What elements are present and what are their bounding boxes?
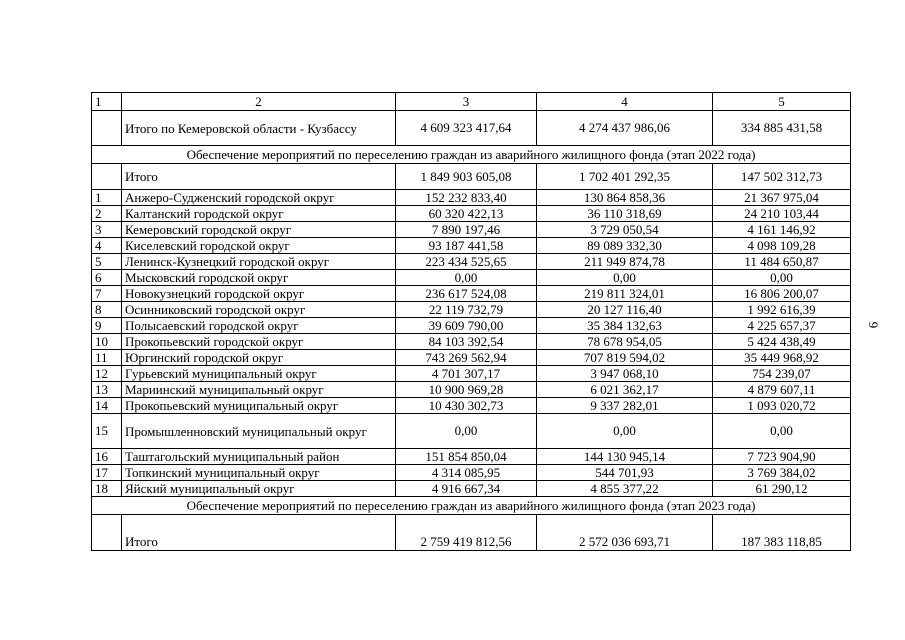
row-name: Гурьевский муниципальный округ — [122, 366, 396, 382]
row-col5: 4 161 146,92 — [713, 222, 851, 238]
region-total-number — [92, 111, 122, 146]
section-2023-total-col3: 2 759 419 812,56 — [396, 515, 537, 551]
row-col4: 9 337 282,01 — [537, 398, 713, 414]
row-col5: 1 093 020,72 — [713, 398, 851, 414]
row-col3: 0,00 — [396, 270, 537, 286]
row-number: 2 — [92, 206, 122, 222]
section-2022-total-col5: 147 502 312,73 — [713, 164, 851, 190]
row-name: Яйский муниципальный округ — [122, 481, 396, 497]
region-total-col5: 334 885 431,58 — [713, 111, 851, 146]
row-name: Топкинский муниципальный округ — [122, 465, 396, 481]
table-row — [92, 449, 851, 465]
row-col4: 707 819 594,02 — [537, 350, 713, 366]
row-name: Прокопьевский городской округ — [122, 334, 396, 350]
table-row — [92, 318, 851, 334]
row-name: Анжеро-Судженский городской округ — [122, 190, 396, 206]
table-row — [92, 222, 851, 238]
section-2022-total-name: Итого — [122, 164, 396, 190]
row-name: Мариинский муниципальный округ — [122, 382, 396, 398]
region-total-col4: 4 274 437 986,06 — [537, 111, 713, 146]
table-body — [92, 93, 851, 551]
row-name: Калтанский городской округ — [122, 206, 396, 222]
table-row — [92, 398, 851, 414]
row-number: 1 — [92, 190, 122, 206]
row-col3: 236 617 524,08 — [396, 286, 537, 302]
table-row — [92, 238, 851, 254]
table-row — [92, 334, 851, 350]
region-total-row — [92, 111, 851, 146]
section-2023-total-number — [92, 515, 122, 551]
section-2022-total-number — [92, 164, 122, 190]
table-row — [92, 270, 851, 286]
row-col5: 4 879 607,11 — [713, 382, 851, 398]
row-number: 10 — [92, 334, 122, 350]
header-cell-1: 1 — [92, 93, 122, 111]
table-row — [92, 465, 851, 481]
row-name: Осинниковский городской округ — [122, 302, 396, 318]
section-2022-header — [92, 146, 851, 164]
row-name: Прокопьевский муниципальный округ — [122, 398, 396, 414]
row-col4: 20 127 116,40 — [537, 302, 713, 318]
row-col3: 84 103 392,54 — [396, 334, 537, 350]
row-number: 18 — [92, 481, 122, 497]
row-number: 9 — [92, 318, 122, 334]
row-col3: 10 900 969,28 — [396, 382, 537, 398]
row-col5: 5 424 438,49 — [713, 334, 851, 350]
header-cell-5: 5 — [713, 93, 851, 111]
row-col4: 211 949 874,78 — [537, 254, 713, 270]
row-col3: 39 609 790,00 — [396, 318, 537, 334]
funding-table — [91, 92, 851, 551]
row-col5: 0,00 — [713, 270, 851, 286]
row-number: 8 — [92, 302, 122, 318]
table-row — [92, 481, 851, 497]
row-col5: 3 769 384,02 — [713, 465, 851, 481]
row-name: Киселевский городской округ — [122, 238, 396, 254]
row-col3: 93 187 441,58 — [396, 238, 537, 254]
row-col3: 22 119 732,79 — [396, 302, 537, 318]
row-name: Кемеровский городской округ — [122, 222, 396, 238]
section-2023-total-col5: 187 383 118,85 — [713, 515, 851, 551]
section-2023-header — [92, 497, 851, 515]
section-2022-total-row — [92, 164, 851, 190]
section-2022-title: Обеспечение мероприятий по переселению граждан из аварийного жилищного фонда (этап 2022 года) — [92, 146, 851, 164]
header-cell-3: 3 — [396, 93, 537, 111]
table-row — [92, 190, 851, 206]
page-number: 9 — [866, 321, 881, 329]
row-number: 3 — [92, 222, 122, 238]
table-row — [92, 286, 851, 302]
row-number: 17 — [92, 465, 122, 481]
row-col4: 0,00 — [537, 270, 713, 286]
row-col5: 0,00 — [713, 414, 851, 449]
row-col4: 0,00 — [537, 414, 713, 449]
row-number: 4 — [92, 238, 122, 254]
row-col4: 35 384 132,63 — [537, 318, 713, 334]
header-cell-4: 4 — [537, 93, 713, 111]
row-col3: 0,00 — [396, 414, 537, 449]
row-col3: 4 314 085,95 — [396, 465, 537, 481]
row-col3: 7 890 197,46 — [396, 222, 537, 238]
row-col4: 144 130 945,14 — [537, 449, 713, 465]
table-row — [92, 254, 851, 270]
row-col4: 4 855 377,22 — [537, 481, 713, 497]
row-col3: 4 701 307,17 — [396, 366, 537, 382]
row-col4: 36 110 318,69 — [537, 206, 713, 222]
region-total-col3: 4 609 323 417,64 — [396, 111, 537, 146]
row-number: 6 — [92, 270, 122, 286]
row-col5: 24 210 103,44 — [713, 206, 851, 222]
row-name: Промышленновский муниципальный округ — [122, 414, 396, 449]
row-col5: 16 806 200,07 — [713, 286, 851, 302]
row-number: 11 — [92, 350, 122, 366]
section-2023-total-row — [92, 515, 851, 551]
region-total-name: Итого по Кемеровской области - Кузбассу — [122, 111, 396, 146]
row-name: Таштагольский муниципальный район — [122, 449, 396, 465]
row-number: 14 — [92, 398, 122, 414]
row-col3: 4 916 667,34 — [396, 481, 537, 497]
row-col3: 152 232 833,40 — [396, 190, 537, 206]
table-row — [92, 350, 851, 366]
row-col5: 35 449 968,92 — [713, 350, 851, 366]
row-col5: 1 992 616,39 — [713, 302, 851, 318]
section-2023-total-col4: 2 572 036 693,71 — [537, 515, 713, 551]
table-row — [92, 206, 851, 222]
table-row — [92, 366, 851, 382]
section-2022-total-col3: 1 849 903 605,08 — [396, 164, 537, 190]
section-2022-total-col4: 1 702 401 292,35 — [537, 164, 713, 190]
table-row — [92, 302, 851, 318]
row-col4: 6 021 362,17 — [537, 382, 713, 398]
row-col4: 3 729 050,54 — [537, 222, 713, 238]
row-number: 16 — [92, 449, 122, 465]
section-2023-total-name: Итого — [122, 515, 396, 551]
section-2023-title: Обеспечение мероприятий по переселению граждан из аварийного жилищного фонда (этап 2023 года) — [92, 497, 851, 515]
row-col5: 11 484 650,87 — [713, 254, 851, 270]
row-col4: 219 811 324,01 — [537, 286, 713, 302]
row-col3: 743 269 562,94 — [396, 350, 537, 366]
row-col5: 61 290,12 — [713, 481, 851, 497]
table-row — [92, 382, 851, 398]
row-name: Мысковский городской округ — [122, 270, 396, 286]
row-col4: 3 947 068,10 — [537, 366, 713, 382]
row-col4: 78 678 954,05 — [537, 334, 713, 350]
column-number-row — [92, 93, 851, 111]
row-name: Ленинск-Кузнецкий городской округ — [122, 254, 396, 270]
table-row — [92, 414, 851, 449]
row-name: Новокузнецкий городской округ — [122, 286, 396, 302]
row-col5: 4 225 657,37 — [713, 318, 851, 334]
row-col3: 10 430 302,73 — [396, 398, 537, 414]
row-col4: 89 089 332,30 — [537, 238, 713, 254]
row-col5: 754 239,07 — [713, 366, 851, 382]
row-col5: 7 723 904,90 — [713, 449, 851, 465]
row-col4: 544 701,93 — [537, 465, 713, 481]
row-col5: 21 367 975,04 — [713, 190, 851, 206]
header-cell-2: 2 — [122, 93, 396, 111]
row-name: Полысаевский городской округ — [122, 318, 396, 334]
row-col3: 60 320 422,13 — [396, 206, 537, 222]
row-number: 13 — [92, 382, 122, 398]
row-col5: 4 098 109,28 — [713, 238, 851, 254]
row-number: 5 — [92, 254, 122, 270]
row-number: 12 — [92, 366, 122, 382]
row-name: Юргинский городской округ — [122, 350, 396, 366]
row-number: 15 — [92, 414, 122, 449]
row-col3: 223 434 525,65 — [396, 254, 537, 270]
row-number: 7 — [92, 286, 122, 302]
row-col4: 130 864 858,36 — [537, 190, 713, 206]
row-col3: 151 854 850,04 — [396, 449, 537, 465]
